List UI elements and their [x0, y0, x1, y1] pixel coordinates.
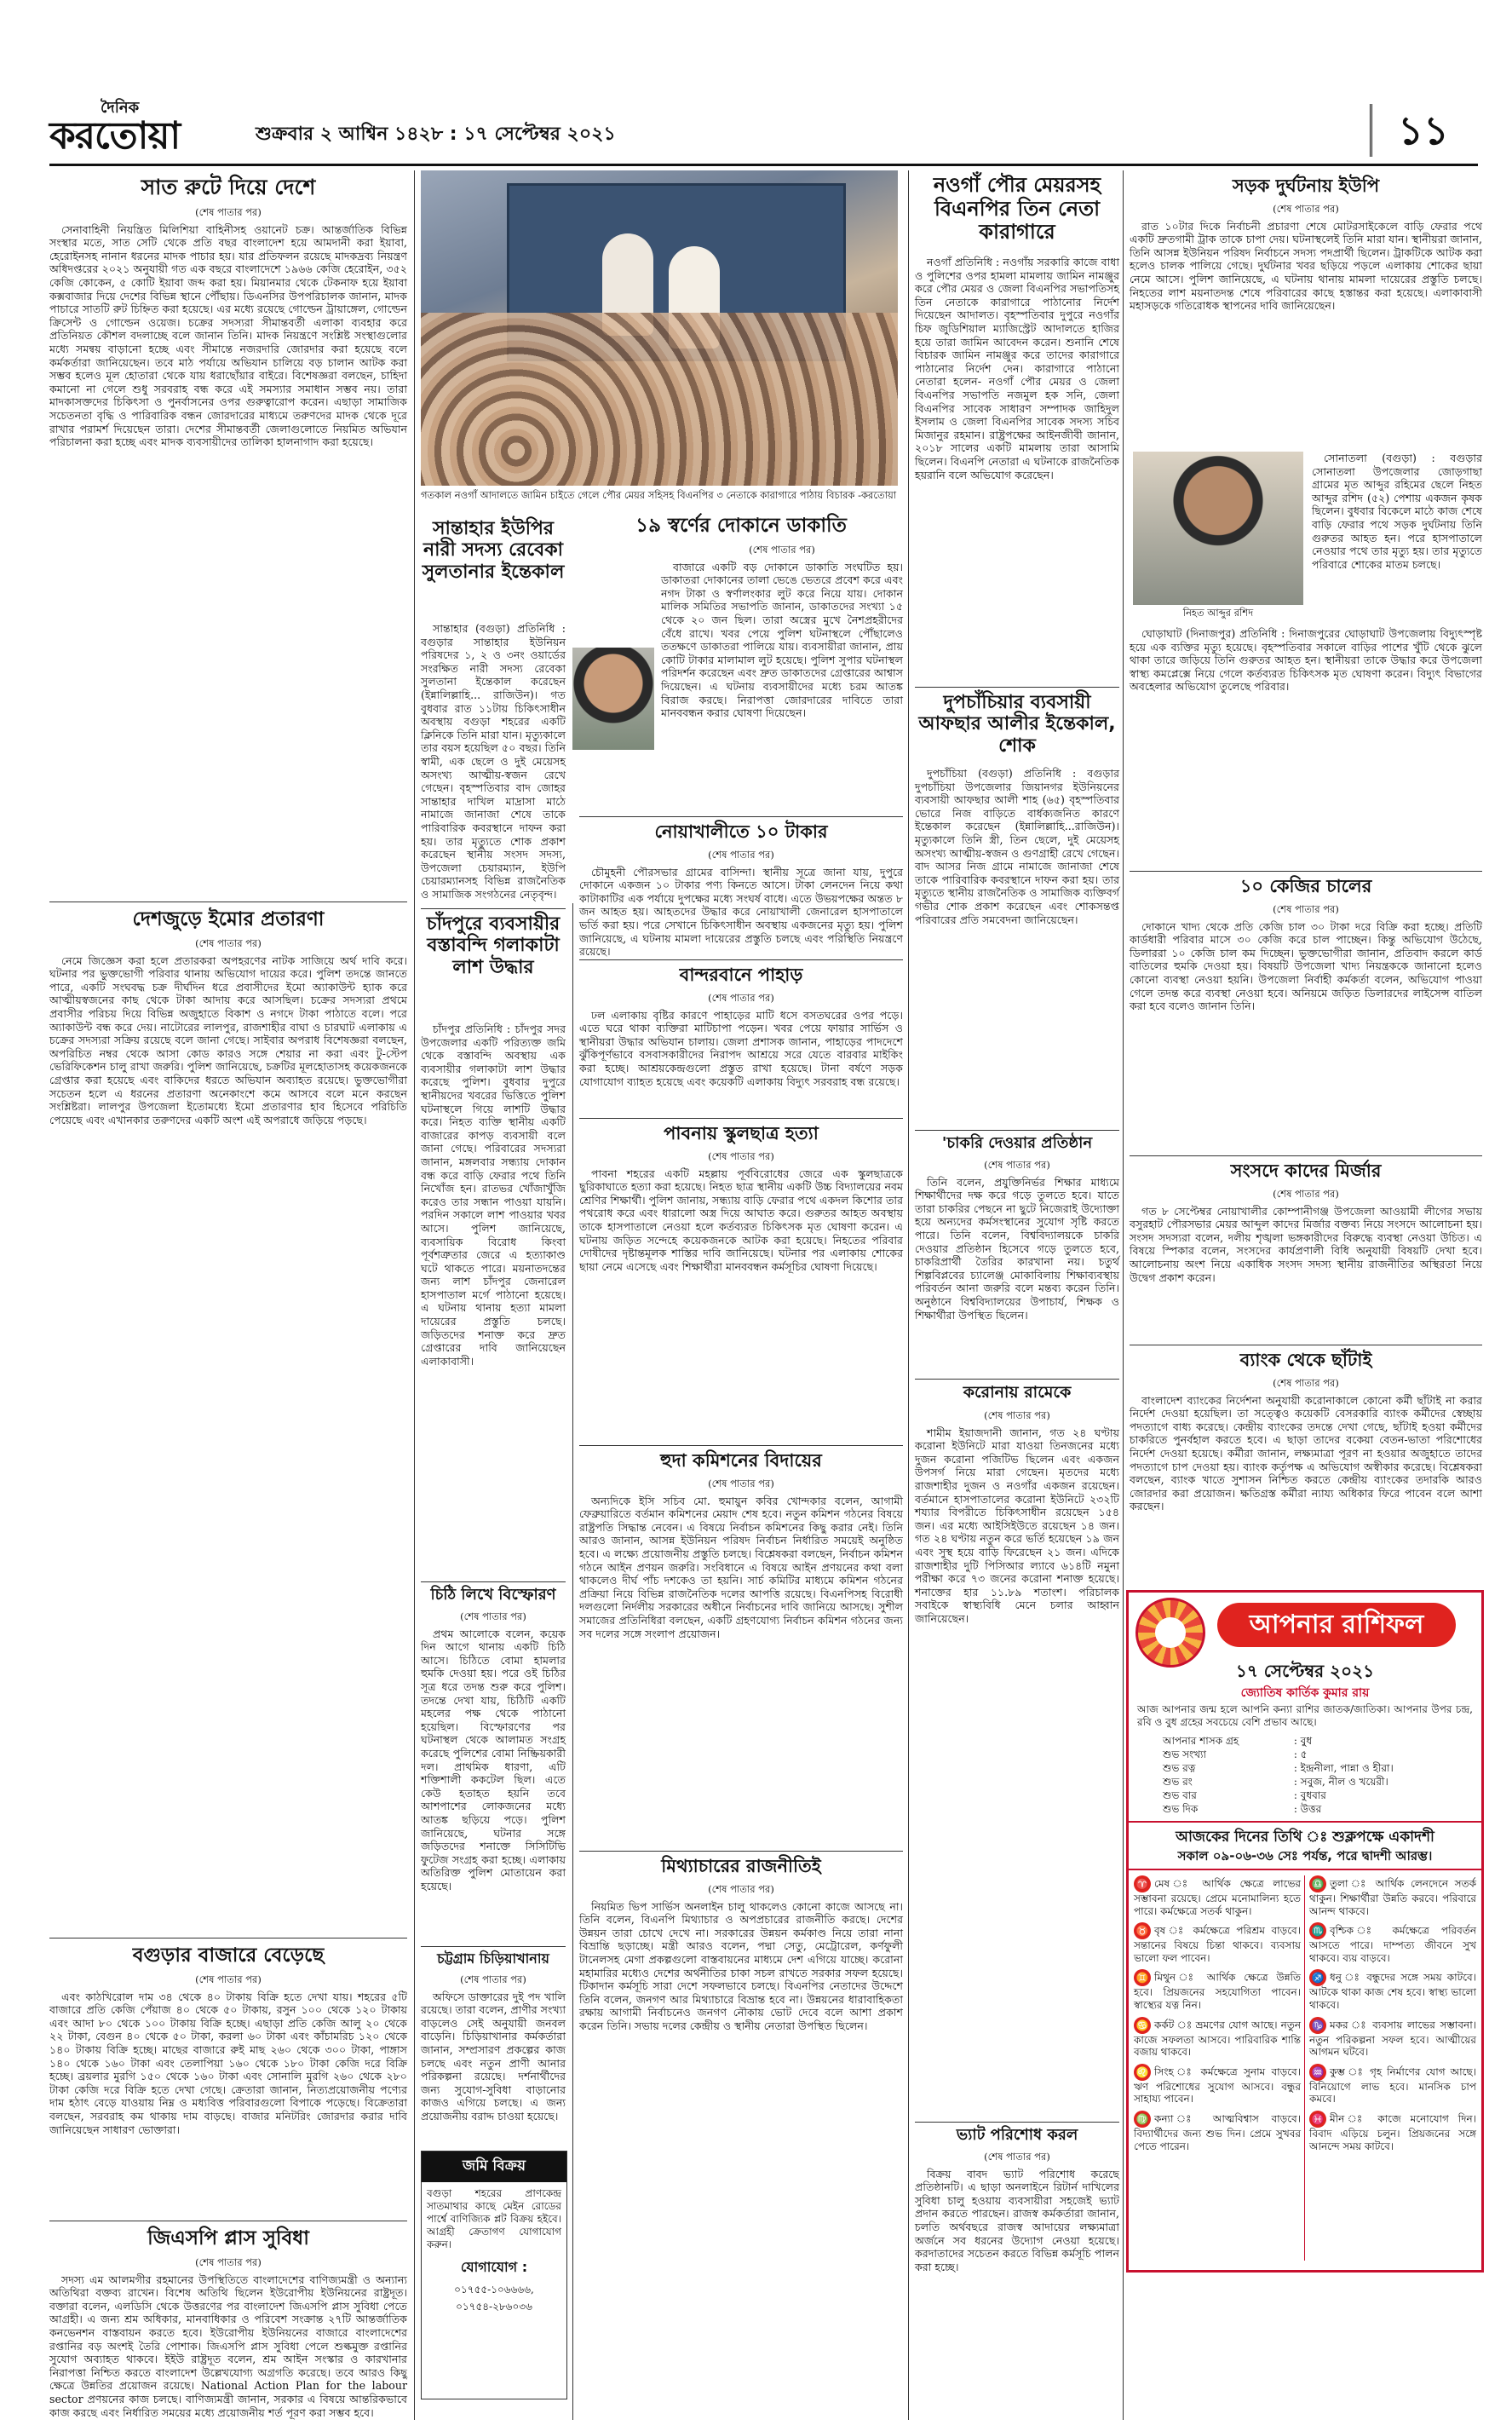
horoscope-fact-row: [1163, 1802, 1473, 1816]
headline-naogaon: নওগাঁ পৌর মেয়রসহ বিএনপির তিন নেতা কারাগারে: [933, 173, 1101, 245]
headline-bank-chhatai: ব্যাংক থেকে ছাঁটাই: [1239, 1350, 1372, 1370]
continued-label: (শেষ পাতার পর): [460, 1610, 526, 1622]
zodiac-glyph-icon: ♒: [1309, 2064, 1326, 2081]
article-saat-routes: [49, 205, 407, 895]
article-body: চাঁদপুর প্রতিনিধি : চাঁদপুর সদর উপজেলার একটি পরিত্যক্ত জমি থেকে বস্তাবন্দি অবস্থায় এক ব্যবসায়ীর গলাকাটা লাশ উদ্ধার করেছে পুলিশ। বুধবার দুপুরে স্থানীয়দের খবরের ভিত্তিতে পুলিশ ঘটনাস্থলে গিয়ে লাশটি উদ্ধার করে। নিহত ব্যক্তি স্থানীয় একটি বাজারের কাপড় ব্যবসায়ী বলে জানা গেছে। পরিবারের সদস্যরা জানান, মঙ্গলবার সন্ধ্যায় দোকান বন্ধ করে বাড়ি ফেরার পথে তিনি নিখোঁজ হন। রাতভর খোঁজাখুঁজি করেও তার সন্ধান পাওয়া যায়নি। পরদিন সকালে লাশ পাওয়ার খবর আসে। পুলিশ জানিয়েছে, ব্যবসায়িক বিরোধ কিংবা পূর্বশত্রুতার জেরে এ হত্যাকাণ্ড ঘটে থাকতে পারে। ময়নাতদন্তের জন্য লাশ চাঁদপুর জেনারেল হাসপাতাল মর্গে পাঠানো হয়েছে। এ ঘটনায় থানায় হত্যা মামলা দায়েরের প্রস্তুতি চলছে। জড়িতদের শনাক্ত করে দ্রুত গ্রেপ্তারের দাবি জানিয়েছেন এলাকাবাসী।: [421, 1023, 566, 1368]
headline-chakri: 'চাকরি দেওয়ার প্রতিষ্ঠান: [941, 1134, 1093, 1152]
article-body: সেনাবাহিনী নিয়ন্ত্রিত মিলিশিয়া বাহিনীসহ ওয়ানেট চক্র। আন্তর্জাতিক বিভিন্ন সংস্থার মতে, সাত সেটি থেকে প্রতি বছর বাংলাদেশ হয়ে আমদানী করা ইয়াবা, হেরোইনসহ নানান ধরনের মাদক পাচার হয়। যার প্রতিফলন রয়েছে মাদকদ্রব্য নিয়ন্ত্রণ অধিদপ্তরের ২০২১ অনুযায়ী গত এক বছরে বাংলাদেশে ১৯৬৬ কেজি হেরোইন, ৩৫২ কেজি কোকেন, ৫ কোটি ইয়াবা জব্দ করা হয়। মিয়ানমার থেকে টেকনাফ হয়ে ইয়াবা কক্সবাজার দিয়ে দেশের বিভিন্ন স্থানে পৌঁছায়। ডিএনসির উপপরিচালক জানান, মাদক পাচারে সাতটি রুট চিহ্নিত করা হয়েছে। এর মধ্যে রয়েছে গোল্ডেন ট্রায়াঙ্গেল, গোল্ডেন ক্রিসেন্ট ও গোল্ডেন ওয়েজ। চক্রের সদস্যরা সীমান্তবর্তী এলাকা ব্যবহার করে প্রতিনিয়ত কৌশল বদলাচ্ছে বলে জানান তিনি। মাদক নিয়ন্ত্রণে সংশ্লিষ্ট সংস্থাগুলোর মধ্যে সমন্বয় বাড়ানো হচ্ছে এবং সীমান্তে নজরদারি জোরদার করা হয়েছে বলে কর্মকর্তারা জানিয়েছেন। তবে মাঠ পর্যায়ে অভিযান চালিয়ে বড় চালান আটক করা সম্ভব হলেও মূল হোতারা থেকে যায় ধরাছোঁয়ার বাইরে। বিশেষজ্ঞরা বলছেন, চাহিদা কমানো না গেলে শুধু সরবরাহ বন্ধ করে এই সমস্যার সমাধান সম্ভব নয়। তারা মাদকাসক্তদের চিকিৎসা ও পুনর্বাসনের ওপর গুরুত্বারোপ করেন। এছাড়া সামাজিক সচেতনতা বৃদ্ধি ও পারিবারিক বন্ধন জোরদারের মাধ্যমে তরুণদের মাদক থেকে দূরে রাখার পরামর্শ দিয়েছেন তারা। দেশের সীমান্তবর্তী জেলাগুলোতে নিয়মিত অভিযান পরিচালনা করা হচ্ছে এবং মাদক ব্যবসায়ীদের তালিকা হালনাগাদ করা হয়েছে।: [49, 222, 407, 449]
article-santahar: [421, 622, 566, 903]
zodiac-glyph-icon: ♉: [1134, 1922, 1151, 1939]
zodiac-text: সিংহ ঃ কর্মক্ষেত্রে সুনাম বাড়বে। ঋণ পরিশোধের সুযোগ আসবে। বন্ধুর সাহায্য পাবেন।: [1134, 2065, 1301, 2106]
horoscope-header: [1129, 1593, 1481, 1661]
fact-separator: :: [1291, 1735, 1301, 1747]
continued-label: (শেষ পাতার পর): [1273, 1377, 1339, 1389]
article-pabna: [579, 1149, 903, 1438]
headline-santahar: সান্তাহার ইউপির নারী সদস্য রেবেকা সুলতানার ইন্তেকাল: [422, 518, 565, 583]
classified-contact: ০১৭৫৫-১০৬৬৬৬, ০১৭৫৪-২৮৬০৩৬: [454, 2284, 534, 2313]
continued-label: (শেষ পাতার পর): [1273, 1188, 1339, 1200]
continued-label: (শেষ পাতার পর): [195, 937, 262, 949]
zodiac-text: বৃষ ঃ কর্মক্ষেত্রে পরিশ্রম বাড়বে। সন্তানের বিষয়ে চিন্তা থাকবে। ব্যবসায় ভালো ফল পাবেন।: [1134, 1924, 1301, 1964]
article-bandarban: [579, 990, 903, 1109]
zodiac-text: কন্যা ঃ আত্মবিশ্বাস বাড়বে। বিদ্যার্থীদের জন্য শুভ দিন। প্রেমে সুখবর পেতে পারেন।: [1134, 2112, 1301, 2152]
continued-label: (শেষ পাতার পর): [749, 544, 815, 556]
divider: [579, 816, 903, 817]
article-ten-kg-rice: [1130, 902, 1482, 1149]
zodiac-text: মকর ঃ ব্যবসায় লাভের সম্ভাবনা। নতুন পরিকল্পনা সফল হবে। আত্মীয়ের আগমন ঘটবে।: [1309, 2019, 1476, 2059]
horoscope-date: ১৭ সেপ্টেম্বর ২০২১: [1235, 1661, 1375, 1681]
portrait-caption: নিহত আব্দুর রশিদ: [1182, 607, 1254, 619]
zodiac-text: কুম্ভ ঃ গৃহ নির্মাণের যোগ আছে। বিনিয়োগে লাভ হবে। মানসিক চাপ কমবে।: [1309, 2065, 1476, 2106]
article-body: দুপচাঁচিয়া (বগুড়া) প্রতিনিধি : বগুড়ার দুপচাঁচিয়া উপজেলার জিয়ানগর ইউনিয়নের ব্যবসায়ী আফছার আলী শাহ (৬৫) বৃহস্পতিবার ভোরে নিজ বাড়িতে বার্ধক্যজনিত কারণে ইন্তেকাল করেছেন (ইন্নালিল্লাহি...রাজিউন)। মৃত্যুকালে তিনি স্ত্রী, তিন ছেলে, দুই মেয়েসহ অসংখ্য আত্মীয়-স্বজন ও গুণগ্রাহী রেখে গেছেন। বাদ আসর নিজ গ্রামে নামাজে জানাজা শেষে তাকে পারিবারিক কবরস্থানে দাফন করা হয়। তার মৃত্যুতে স্থানীয় রাজনৈতিক ও সামাজিক ব্যক্তিবর্গ গভীর শোক প্রকাশ করেছেন এবং শোকসন্তপ্ত পরিবারের প্রতি সমবেদনা জানিয়েছেন।: [915, 767, 1119, 926]
zodiac-sign-entry: [1134, 1875, 1301, 1917]
divider: [579, 1118, 903, 1119]
article-body: নেমে জিজ্ঞেস করা হলে প্রতারকরা অপহরণের নাটক সাজিয়ে অর্থ দাবি করে। ঘটনার পর ভুক্তভোগী পরিবার থানায় অভিযোগ দায়ের করে। পুলিশ তদন্তে জানতে পারে, একটি সংঘবদ্ধ চক্র দীর্ঘদিন ধরে প্রবাসীদের ইমো অ্যাকাউন্ট হ্যাক করে আত্মীয়স্বজনের কাছ থেকে টাকা আদায় করে আসছিল। চক্রের সদস্যরা প্রথমে প্রবাসীর পরিচয় দিয়ে বিভিন্ন অজুহাতে বিকাশ ও নগদে টাকা পাঠাতে বলে। পরে অ্যাকাউন্ট বন্ধ করে দেয়। নাটোরের লালপুর, রাজশাহীর বাঘা ও চারঘাট এলাকায় এ চক্রের সদস্যরা সক্রিয় রয়েছে বলে জানা গেছে। সাইবার অপরাধ বিশেষজ্ঞরা বলছেন, অপরিচিত নম্বর থেকে আসা কোড কারও সঙ্গে শেয়ার না করা এবং টু-স্টেপ ভেরিফিকেশন চালু রাখা জরুরি। পুলিশ জানিয়েছে, চক্রটির মূলহোতাসহ কয়েকজনকে গ্রেপ্তার করা হয়েছে এবং বাকিদের ধরতে অভিযান অব্যাহত রয়েছে। ভুক্তভোগীরা সচেতন হলে এ ধরনের প্রতারণা অনেকাংশে কমে আসবে বলে মনে করছেন সংশ্লিষ্টরা। লালপুর উপজেলা ইতোমধ্যে ইমো প্রতারণার হাব হিসেবে পরিচিতি পেয়েছে এবং এখানকার তরুণদের একটি অংশ এই অপরাধে জড়িয়ে পড়ছে।: [49, 953, 407, 1126]
fact-key: শুভ রং: [1163, 1776, 1193, 1788]
headline-corona: করোনায় রামেকে: [963, 1383, 1072, 1402]
divider: [421, 1946, 566, 1947]
horoscope-facts: [1163, 1734, 1473, 1816]
article-body: অন্যদিকে ইসি সচিব মো. হুমায়ুন কবির খোন্দকার বলেন, আগামী ফেব্রুয়ারিতে বর্তমান কমিশনের মেয়াদ শেষ হবে। নতুন কমিশন গঠনের বিষয়ে রাষ্ট্রপতি সিদ্ধান্ত নেবেন। এ বিষয়ে নির্বাচন কমিশনের কিছু করার নেই। তিনি আরও জানান, আসন্ন ইউনিয়ন পরিষদ নির্বাচন নির্ধারিত সময়েই অনুষ্ঠিত হবে। এ লক্ষ্যে প্রয়োজনীয় প্রস্তুতি চলছে। বিশ্লেষকরা বলছেন, নির্বাচন কমিশন গঠনে আইন প্রণয়ন জরুরি। সংবিধানে এ বিষয়ে আইন প্রণয়নের কথা বলা থাকলেও দীর্ঘ পাঁচ দশকেও তা হয়নি। সার্চ কমিটির মাধ্যমে কমিশন গঠনের প্রক্রিয়া নিয়ে বিভিন্ন রাজনৈতিক দলের আপত্তি রয়েছে। বিএনপিসহ বিরোধী দলগুলো নির্দলীয় সরকারের অধীনে নির্বাচনের দাবি জানিয়ে আসছে। সুশীল সমাজের প্রতিনিধিরা বলছেন, একটি গ্রহণযোগ্য নির্বাচন কমিশন গঠনের জন্য সব দলের সঙ্গে সংলাপ প্রয়োজন।: [579, 1494, 903, 1640]
article-huda: [579, 1476, 903, 1842]
article-naogaon: [915, 256, 1119, 682]
divider: [915, 2122, 1119, 2123]
fact-separator: :: [1291, 1748, 1301, 1760]
zodiac-glyph-icon: ♐: [1309, 1969, 1326, 1986]
continued-label: (শেষ পাতার পর): [708, 992, 774, 1004]
article-imo-fraud: [49, 936, 407, 1933]
fact-value: ইন্দ্রনীলা, পান্না ও হীরা।: [1300, 1762, 1394, 1774]
divider: [915, 1130, 1119, 1131]
article-gsp-plus: [49, 2255, 407, 2417]
horoscope-title: আপনার রাশিফল: [1217, 1603, 1456, 1647]
zodiac-glyph-icon: ♊: [1134, 1969, 1151, 1986]
headline-chithi: চিঠি লিখে বিস্ফোরণ: [430, 1586, 556, 1604]
column-rule: [572, 903, 573, 2420]
victim-portrait: [1133, 452, 1303, 605]
zodiac-sign-entry: [1134, 1922, 1301, 1964]
article-vat: [915, 2149, 1119, 2413]
classified-contact-label: যোগাযোগ :: [460, 2259, 528, 2275]
horoscope-fact-row: [1163, 1775, 1473, 1789]
zodiac-sign-entry: [1309, 1875, 1476, 1917]
continued-label: (শেষ পাতার পর): [708, 1883, 774, 1895]
column-rule: [1123, 170, 1124, 2420]
page-number: ১১: [1370, 104, 1475, 157]
article-body: প্রথম আলোকে বলেন, কয়েক দিন আগে থানায় একটি চিঠি আসে। চিঠিতে বোমা হামলার হুমকি দেওয়া হয়। পরে ওই চিঠির সূত্র ধরে তদন্ত শুরু করে পুলিশ। তদন্তে দেখা যায়, চিঠিটি একটি মহলের পক্ষ থেকে পাঠানো হয়েছিল। বিস্ফোরণের পর ঘটনাস্থল থেকে আলামত সংগ্রহ করেছে পুলিশের বোমা নিষ্ক্রিয়কারী দল। প্রাথমিক ধারণা, এটি শক্তিশালী ককটেল ছিল। এতে কেউ হতাহত হয়নি তবে আশপাশের লোকজনের মধ্যে আতঙ্ক ছড়িয়ে পড়ে। পুলিশ জানিয়েছে, ঘটনার সঙ্গে জড়িতদের শনাক্তে সিসিটিভি ফুটেজ সংগ্রহ করা হচ্ছে। এলাকায় অতিরিক্ত পুলিশ মোতায়েন করা হয়েছে।: [421, 1627, 566, 1892]
article-corona: [915, 1408, 1119, 2115]
column-rule: [414, 170, 415, 2420]
continued-label: (শেষ পাতার পর): [1273, 903, 1339, 915]
headline-road-upazila: সড়ক দুর্ঘটনায় ইউপি: [1232, 176, 1380, 196]
signs-right-column: [1309, 1875, 1476, 2264]
continued-label: (শেষ পাতার পর): [984, 1409, 1050, 1421]
divider: [421, 908, 566, 909]
divider: [915, 687, 1119, 688]
headline-imo-fraud: দেশজুড়ে ইমোর প্রতারণা: [132, 908, 325, 930]
header-rule: [49, 164, 1478, 166]
logo-main-text: করতোয়া: [49, 114, 181, 158]
continued-label: (শেষ পাতার পর): [708, 1150, 774, 1162]
zodiac-text: মিথুন ঃ আর্থিক ক্ষেত্রে উন্নতি হবে। প্রিয়জনের সহযোগিতা পাবেন। স্বাস্থ্যের যত্ন নিন।: [1134, 1971, 1301, 2011]
zodiac-sign-entry: [1309, 1969, 1476, 2011]
zodiac-sign-entry: [1309, 2017, 1476, 2059]
continued-label: (শেষ পাতার পর): [195, 206, 262, 218]
headline-noakhali: নোয়াখালীতে ১০ টাকার: [654, 821, 828, 842]
zodiac-glyph-icon: ♑: [1309, 2017, 1326, 2034]
article-chandpur: [421, 1023, 566, 1576]
divider: [1129, 1869, 1481, 1870]
zodiac-sign-entry: [1134, 2017, 1301, 2059]
article-chithi: [421, 1609, 566, 1941]
portrait-photo: [572, 648, 654, 750]
fact-value: ৫: [1300, 1748, 1308, 1760]
zodiac-text: ধনু ঃ বন্ধুদের সঙ্গে সময় কাটবে। আটকে থাকা কাজ শেষ হবে। স্বাস্থ্য ভালো থাকবে।: [1309, 1971, 1476, 2011]
dateline: শুক্রবার ২ আশ্বিন ১৪২৮ : ১৭ সেপ্টেম্বর ২০২১: [256, 124, 616, 145]
divider: [1130, 1155, 1482, 1156]
zodiac-text: মীন ঃ কাজে মনোযোগ দিন। বিবাদ এড়িয়ে চলুন। প্রিয়জনের সঙ্গে আনন্দে সময় কাটবে।: [1309, 2112, 1476, 2152]
continued-label: (শেষ পাতার পর): [984, 2151, 1050, 2163]
zodiac-sign-entry: [1134, 2111, 1301, 2152]
fact-key: শুভ রত্ন: [1163, 1762, 1196, 1774]
continued-label: (শেষ পাতার পর): [195, 1973, 262, 1985]
headline-zoo: চট্টগ্রাম চিড়িয়াখানায়: [437, 1950, 549, 1967]
divider: [1304, 1875, 1305, 2261]
divider: [579, 959, 903, 960]
fact-separator: :: [1291, 1789, 1301, 1801]
court-photo: [421, 170, 898, 486]
zodiac-sign-entry: [1134, 1969, 1301, 2011]
article-body: চৌমুহনী পৌরসভার গ্রামের বাসিন্দা। স্থানীয় সূত্রে জানা যায়, দুপুরে দোকানে একজন ১০ টাকার পণ্য কিনতে আসে। টাকা লেনদেন নিয়ে কথা কাটাকাটির এক পর্যায়ে দুপক্ষের মধ্যে সংঘর্ষ বাধে। এতে উভয়পক্ষের অন্তত ৮ জন আহত হয়। আহতদের উদ্ধার করে নোয়াখালী জেনারেল হাসপাতালে ভর্তি করা হয়। পরে সেখানে চিকিৎসাধীন অবস্থায় একজনের মৃত্যু হয়। পুলিশ জানিয়েছে, এ ঘটনায় মামলা দায়েরের প্রস্তুতি চলছে এবং পরিস্থিতি নিয়ন্ত্রণে রয়েছে।: [579, 865, 903, 959]
article-sangsad: [1130, 1186, 1482, 1339]
headline-gold-shop: ১৯ স্বর্ণের দোকানে ডাকাতি: [635, 515, 847, 537]
continued-label: (শেষ পাতার পর): [1273, 203, 1339, 215]
tithi-label: আজকের দিনের তিথি ঃ শুক্লপক্ষে একাদশী: [1176, 1829, 1434, 1846]
zodiac-text: তুলা ঃ আর্থিক লেনদেনে সতর্ক থাকুন। শিক্ষার্থীরা উন্নতি করবে। পরিবারে আনন্দ থাকবে।: [1309, 1877, 1476, 1917]
divider: [421, 1581, 566, 1582]
divider: [579, 1851, 903, 1852]
zodiac-text: বৃশ্চিক ঃ কর্মক্ষেত্রে পরিবর্তন আসতে পারে। দাম্পত্য জীবনে সুখ থাকবে। ব্যয় বাড়বে।: [1309, 1924, 1476, 1964]
article-body: নিয়মিত ভিপ সার্ভিস অনলাইন চালু থাকলেও কোনো কাজে আসছে না। তিনি বলেন, বিএনপি মিথ্যাচার ও অপপ্রচারের রাজনীতি করছে। দেশের উন্নয়ন তারা চোখে দেখে না। সরকারের উন্নয়ন কর্মকাণ্ড নিয়ে তারা নানা বিভ্রান্তি ছড়াচ্ছে। মন্ত্রী আরও বলেন, পদ্মা সেতু, মেট্রোরেল, কর্ণফুলী টানেলসহ মেগা প্রকল্পগুলো বাস্তবায়নের মাধ্যমে দেশ এগিয়ে যাচ্ছে। করোনা মহামারির মধ্যেও দেশের অর্থনীতির চাকা সচল রাখতে সরকার সফল হয়েছে। টিকাদান কর্মসূচি সারা দেশে সফলভাবে চলছে। বিএনপির নেতাদের উদ্দেশে তিনি বলেন, জনগণ আর মিথ্যাচারে বিভ্রান্ত হবে না। উন্নয়নের ধারাবাহিকতা রক্ষায় আগামী নির্বাচনেও জনগণ নৌকায় ভোট দেবে বলে আশা প্রকাশ করেন তিনি। সভায় দলের কেন্দ্রীয় ও স্থানীয় নেতারা উপস্থিত ছিলেন।: [579, 1899, 903, 2032]
article-body: ঘোড়াঘাট (দিনাজপুর) প্রতিনিধি : দিনাজপুরের ঘোড়াঘাট উপজেলায় বিদ্যুৎস্পৃষ্ট হয়ে এক ব্যক্তির মৃত্যু হয়েছে। বৃহস্পতিবার সকালে বাড়ির পাশের খুঁটি থেকে ঝুলে থাকা তারে জড়িয়ে তিনি গুরুতর আহত হন। স্থানীয়রা তাকে উদ্ধার করে উপজেলা স্বাস্থ্য কমপ্লেক্সে নিয়ে গেলে কর্তব্যরত চিকিৎসক মৃত ঘোষণা করেন। বিদ্যুৎ বিভাগের অবহেলার অভিযোগ তুলেছে পরিবার।: [1130, 627, 1482, 694]
zodiac-glyph-icon: ♏: [1309, 1922, 1326, 1939]
article-body: বাংলাদেশ ব্যাংকের নির্দেশনা অনুযায়ী করোনাকালে কোনো কর্মী ছাঁটাই না করার নির্দেশ দেওয়া হয়েছিল। তা সত্ত্বেও কয়েকটি বেসরকারি ব্যাংক কর্মীদের স্বেচ্ছায় পদত্যাগে বাধ্য করেছে। কেন্দ্রীয় ব্যাংকের তদন্তে দেখা গেছে, ছাঁটাই হওয়া কর্মীদের চাকরিতে পুনর্বহাল করতে হবে। এ ছাড়া তাদের বকেয়া বেতন-ভাতা পরিশোধের নির্দেশ দেওয়া হয়েছে। কর্মীরা জানান, লক্ষ্যমাত্রা পূরণ না হওয়ার অজুহাতে তাদের পদত্যাগে চাপ দেওয়া হয়। ব্যাংক কর্তৃপক্ষ এ অভিযোগ অস্বীকার করেছে। বিশ্লেষকরা বলছেন, ব্যাংক খাতে সুশাসন নিশ্চিত করতে কেন্দ্রীয় ব্যাংকের তদারকি আরও জোরদার করা প্রয়োজন। ক্ষতিগ্রস্ত কর্মীরা ন্যায্য অধিকার ফিরে পাবেন বলে আশা করছেন।: [1130, 1393, 1482, 1513]
article-body: বাজারে একটি বড় দোকানে ডাকাতি সংঘটিত হয়। ডাকাতরা দোকানের তালা ভেঙে ভেতরে প্রবেশ করে এবং নগদ টাকা ও স্বর্ণালংকার লুট করে নিয়ে যায়। দোকান মালিক সমিতির সভাপতি জানান, ডাকাতদের সংখ্যা ১৫ থেকে ২০ জন ছিল। তারা অস্ত্রের মুখে নৈশপ্রহরীদের বেঁধে রাখে। খবর পেয়ে পুলিশ ঘটনাস্থলে পৌঁছালেও ততক্ষণে ডাকাতরা পালিয়ে যায়। ব্যবসায়ীরা জানান, প্রায় কোটি টাকার মালামাল লুট হয়েছে। পুলিশ সুপার ঘটনাস্থল পরিদর্শন করেছেন এবং দ্রুত ডাকাতদের গ্রেপ্তারের আশ্বাস দিয়েছেন। এ ঘটনায় ব্যবসায়ীদের মধ্যে চরম আতঙ্ক বিরাজ করছে। নিরাপত্তা জোরদারের দাবিতে তারা মানববন্ধন করার ঘোষণা দিয়েছেন।: [661, 560, 903, 720]
zodiac-text: মেষ ঃ আর্থিক ক্ষেত্রে লাভের সম্ভাবনা রয়েছে। প্রেমে মনোমালিন্য হতে পারে। কর্মক্ষেত্রে সতর্ক থাকুন।: [1134, 1877, 1301, 1917]
headline-bogura-market: বগুড়ার বাজারে বেড়েছে: [132, 1944, 325, 1967]
fact-separator: :: [1291, 1776, 1301, 1788]
article-body: অফিসে ডাক্তারের দুই পদ খালি রয়েছে। তারা বলেন, প্রাণীর সংখ্যা বাড়লেও সেই অনুযায়ী জনবল বাড়েনি। চিড়িয়াখানার কর্মকর্তারা জানান, সম্প্রসারণ প্রকল্পের কাজ চলছে এবং নতুন প্রাণী আনার পরিকল্পনা রয়েছে। দর্শনার্থীদের জন্য সুযোগ-সুবিধা বাড়ানোর কাজও এগিয়ে চলছে। এ জন্য প্রয়োজনীয় বরাদ্দ চাওয়া হয়েছে।: [421, 1990, 566, 2123]
continued-label: (শেষ পাতার পর): [984, 1159, 1050, 1171]
fact-separator: :: [1291, 1762, 1301, 1774]
fact-key: শুভ বার: [1163, 1789, 1197, 1801]
horoscope-fact-row: [1163, 1734, 1473, 1748]
zodiac-glyph-icon: ♓: [1309, 2111, 1326, 2128]
headline-ten-kg-rice: ১০ কেজির চালের: [1239, 876, 1372, 896]
horoscope-fact-row: [1163, 1789, 1473, 1802]
headline-sangsad: সংসদে কাদের মির্জার: [1230, 1161, 1382, 1181]
horoscope-fact-row: [1163, 1761, 1473, 1775]
article-chakri: [915, 1157, 1119, 1370]
article-body: দোকানে খাদ্য থেকে প্রতি কেজি চাল ৩০ টাকা দরে বিক্রি করা হচ্ছে। প্রতিটি কার্ডধারী পরিবার মাসে ৩০ কেজি করে চাল পাচ্ছেন। কিন্তু অভিযোগ উঠেছে, ডিলাররা ১০ কেজি চাল কম দিচ্ছেন। ভুক্তভোগীরা জানান, প্রতিবাদ করলে কার্ড বাতিলের হুমকি দেওয়া হয়। বিষয়টি উপজেলা খাদ্য নিয়ন্ত্রককে জানানো হলেও কোনো ব্যবস্থা নেওয়া হয়নি। উপজেলা নির্বাহী কর্মকর্তা বলেন, অভিযোগ পাওয়া গেলে তদন্ত করে ব্যবস্থা নেওয়া হবে। অনিয়মে জড়িত ডিলারদের লাইসেন্স বাতিল করা হবে বলেও জানান তিনি।: [1130, 919, 1482, 1013]
zodiac-sign-entry: [1309, 2111, 1476, 2152]
article-body: এবং কাঠখিরোল দাম ৩৪ থেকে ৪০ টাকায় বিক্রি হতে দেখা যায়। শহরের ৫টি বাজারে প্রতি কেজি পেঁয়াজ ৪০ থেকে ৫০ টাকায়, রসুন ১০০ থেকে ১২০ টাকায় এবং আদা ৮০ থেকে ১০০ টাকায় বিক্রি হচ্ছে। এছাড়া প্রতি কেজি আলু ২০ থেকে ২২ টাকা, বেগুন ৪০ থেকে ৫০ টাকা, করলা ৬০ টাকা এবং কাঁচামরিচ ১২০ থেকে ১৪০ টাকায় বিক্রি হচ্ছে। মাছের বাজারে রুই মাছ ২৬০ থেকে ৩০০ টাকা, পাঙ্গাস ১৪০ থেকে ১৬০ টাকা এবং তেলাপিয়া ১৬০ থেকে ১৮০ টাকা কেজি দরে বিক্রি হচ্ছে। ব্রয়লার মুরগি ১৫০ থেকে ১৬০ টাকা এবং সোনালি মুরগি ২৬০ থেকে ২৮০ টাকা কেজি দরে বিক্রি হতে দেখা গেছে। ক্রেতারা জানান, নিত্যপ্রয়োজনীয় পণ্যের দাম হঠাৎ বেড়ে যাওয়ায় নিম্ন ও মধ্যবিত্ত পরিবারগুলো বিপাকে পড়েছে। বিক্রেতারা বলছেন, সরবরাহ কম থাকায় দাম বাড়ছে। বাজার মনিটরিং জোরদার করার দাবি জানিয়েছেন সাধারণ ভোক্তারা।: [49, 1990, 407, 2136]
classified-body: বগুড়া শহরের প্রাণকেন্দ্র সাতমাথার কাছে মেইন রোডের পার্শ্বে বাণিজ্যিক প্লট বিক্রয় হইবে। আগ্রহী ক্রেতাগণ যোগাযোগ করুন।: [427, 2187, 561, 2250]
article-hypocrisy: [579, 1881, 903, 2418]
classified-title: জমি বিক্রয়: [422, 2152, 566, 2182]
divider: [579, 1445, 903, 1446]
signs-left-column: [1134, 1875, 1301, 2264]
zodiac-glyph-icon: ♌: [1134, 2064, 1151, 2081]
horoscope-intro: আজ আপনার জন্ম হলে আপনি কন্যা রাশির জাতক/জাতিকা। আপনার উপর চন্দ্র, রবি ও বুধ গ্রহের সবচেয়ে বেশি প্রভাব আছে।: [1137, 1703, 1473, 1728]
zodiac-sign-entry: [1134, 2064, 1301, 2106]
zodiac-sign-entry: [1309, 2064, 1476, 2106]
headline-huda: হুদা কমিশনের বিদায়ের: [660, 1450, 822, 1471]
continued-label: (শেষ পাতার পর): [195, 2256, 262, 2268]
newspaper-logo: [49, 101, 237, 160]
horoscope-author: জ্যোতিষ কার্তিক কুমার রায়: [1240, 1686, 1370, 1700]
article-bank-chhatai: [1130, 1375, 1482, 1580]
article-zoo: [421, 1972, 566, 2142]
fact-key: শুভ দিক: [1163, 1803, 1199, 1815]
continued-label: (শেষ পাতার পর): [708, 849, 774, 861]
article-road-upazila: [1130, 201, 1482, 448]
zodiac-wheel-icon: [1135, 1598, 1205, 1668]
article-body: নওগাঁ প্রতিনিধি : নওগাঁয় সরকারি কাজে বাধা ও পুলিশের ওপর হামলা মামলায় জামিন নামঞ্জুর করে পৌর মেয়র ও জেলা বিএনপির সভাপতিসহ তিন নেতাকে কারাগারে পাঠানোর নির্দেশ দিয়েছেন আদালত। বৃহস্পতিবার দুপুরে নওগাঁর চিফ জুডিশিয়াল ম্যাজিস্ট্রেট আদালতে হাজির হয়ে তারা জামিন আবেদন করেন। শুনানি শেষে বিচারক জামিন নামঞ্জুর করে তাদের কারাগারে পাঠানোর নির্দেশ দেন। কারাগারে পাঠানো নেতারা হলেন- নওগাঁ পৌর মেয়র ও জেলা বিএনপির সভাপতি নজমুল হক সনি, জেলা বিএনপির সাবেক সাধারণ সম্পাদক জাহিদুল ইসলাম ও জেলা বিএনপির সাবেক সদস্য সচিব মিজানুর রহমান। রাষ্ট্রপক্ষের আইনজীবী জানান, ২০১৮ সালের একটি মামলায় তারা আসামি ছিলেন। বিএনপি নেতারা এ ঘটনাকে রাজনৈতিক হয়রানি বলে অভিযোগ করেছেন।: [915, 256, 1119, 481]
article-body: গত ৮ সেপ্টেম্বর নোয়াখালীর কোম্পানীগঞ্জ উপজেলা আওয়ামী লীগের সভায় বসুরহাট পৌরসভার মেয়র আব্দুল কাদের মির্জার বক্তব্য নিয়ে সংসদে আলোচনা হয়। সংসদ সদস্যরা বলেন, দলীয় শৃঙ্খলা ভঙ্গকারীদের বিরুদ্ধে ব্যবস্থা নেওয়া উচিত। এ বিষয়ে স্পিকার বলেন, সংসদের কার্যপ্রণালী বিধি অনুযায়ী বিষয়টি দেখা হবে। আলোচনায় অংশ নিয়ে একাধিক সংসদ সদস্য স্থানীয় রাজনীতির অস্থিরতা নিয়ে উদ্বেগ প্রকাশ করেন।: [1130, 1204, 1482, 1284]
article-gold-shop: [661, 542, 903, 746]
divider: [1129, 1821, 1481, 1823]
headline-gsp-plus: জিএসপি প্লাস সুবিধা: [147, 2227, 309, 2250]
horoscope-fact-row: [1163, 1748, 1473, 1761]
article-body: সোনাতলা (বগুড়া) : বগুড়ার সোনাতলা উপজেলার জোড়গাছা গ্রামের মৃত আব্দুর রহিমের ছেলে নিহত আব্দুর রশিদ (৫২) পেশায় একজন কৃষক ছিলেন। বুধবার বিকেলে মাঠে কাজ শেষে বাড়ি ফেরার পথে সড়ক দুর্ঘটনায় তিনি গুরুতর আহত হন। পরে হাসপাতালে নেওয়ার পথে তার মৃত্যু হয়। তার মৃত্যুতে পরিবারে শোকের মাতম চলছে।: [1312, 452, 1482, 571]
article-ghoraghat: [1130, 627, 1482, 866]
article-body: ঢল এলাকায় বৃষ্টির কারণে পাহাড়ের মাটি ধসে বসতঘরের ওপর পড়ে। এতে ঘরে থাকা ব্যক্তিরা মাটিচাপা পড়েন। খবর পেয়ে ফায়ার সার্ভিস ও স্থানীয়রা উদ্ধার অভিযান চালায়। জেলা প্রশাসক জানান, পাহাড়ের পাদদেশে ঝুঁকিপূর্ণভাবে বসবাসকারীদের নিরাপদ আশ্রয়ে সরে যেতে বারবার মাইকিং করা হচ্ছে। আশ্রয়কেন্দ্রগুলো প্রস্তুত রাখা হয়েছে। টানা বর্ষণে সড়ক যোগাযোগ ব্যাহত হয়েছে এবং কয়েকটি এলাকায় বিদ্যুৎ সরবরাহ বন্ধ রয়েছে।: [579, 1008, 903, 1088]
headline-saat-routes: সাত রুটে দিয়ে দেশে: [141, 175, 316, 199]
headline-pabna: পাবনায় স্কুলছাত্র হত্যা: [664, 1123, 819, 1143]
fact-value: বুধ: [1300, 1735, 1313, 1747]
continued-label: (শেষ পাতার পর): [708, 1478, 774, 1489]
article-body: সদস্য এম আলমগীর রহমানের উপস্থিতিতে বাংলাদেশের বাণিজ্যমন্ত্রী ও অন্যান্য অতিথিরা বক্তব্য রাখেন। বিশেষ অতিথি ছিলেন ইউরোপীয় ইউনিয়নের রাষ্ট্রদূত। বক্তারা বলেন, এলডিসি থেকে উত্তরণের পর বাংলাদেশ জিএসপি প্লাস সুবিধা পেতে আগ্রহী। এ জন্য শ্রম অধিকার, মানবাধিকার ও পরিবেশ সংক্রান্ত ২৭টি আন্তর্জাতিক কনভেনশন বাস্তবায়ন করতে হবে। ইউরোপীয় ইউনিয়নের বাজারে বাংলাদেশের রপ্তানির বড় অংশই তৈরি পোশাক। জিএসপি প্লাস সুবিধা পেলে শুল্কমুক্ত রপ্তানির সুযোগ অব্যাহত থাকবে। ইইউ রাষ্ট্রদূত বলেন, শ্রম আইন সংস্কার ও কারখানার নিরাপত্তা নিশ্চিত করতে বাংলাদেশ উল্লেখযোগ্য অগ্রগতি করেছে। তবে আরও কিছু ক্ষেত্রে উন্নতির প্রয়োজন রয়েছে। National Action Plan for the labour sector প্রণয়নের কাজ চলছে। বাণিজ্যমন্ত্রী জানান, সরকার এ বিষয়ে আন্তরিকভাবে কাজ করছে এবং নির্ধারিত সময়ের মধ্যে প্রয়োজনীয় শর্ত পূরণ করা সম্ভব হবে।: [49, 2273, 407, 2419]
horoscope-box: [1126, 1590, 1484, 2273]
zodiac-glyph-icon: ♍: [1134, 2111, 1151, 2128]
continued-label: (শেষ পাতার পর): [460, 1973, 526, 1985]
zodiac-glyph-icon: ♎: [1309, 1875, 1326, 1892]
photo-caption: গতকাল নওগাঁ আদালতে জামিন চাইতে গেলে পৌর মেয়র সহিসহ বিএনপির ৩ নেতাকে কারাগারে পাঠায় বিচারক -করতোয়া: [421, 489, 897, 501]
headline-hypocrisy: মিথ্যাচারের রাজনীতিই: [661, 1856, 821, 1876]
logo-small-text: দৈনিক: [101, 99, 140, 117]
classified-ad: [421, 2151, 567, 2399]
headline-dupchanchia: দুপচাঁচিয়ার ব্যবসায়ী আফছার আলীর ইন্তেকাল, শোক: [918, 692, 1116, 757]
article-body: সান্তাহার (বগুড়া) প্রতিনিধি : বগুড়ার সান্তাহার ইউনিয়ন পরিষদের ১, ২ ও ৩নং ওয়ার্ডের সংরক্ষিত নারী সদস্য রেবেকা সুলতানা ইন্তেকাল করেছেন (ইন্নালিল্লাহি... রাজিউন)। গত বুধবার রাত ১১টায় চিকিৎসাধীন অবস্থায় বগুড়া শহরের একটি ক্লিনিকে তিনি মারা যান। মৃত্যুকালে তার বয়স হয়েছিল ৫০ বছর। তিনি স্বামী, এক ছেলে ও দুই মেয়েসহ অসংখ্য আত্মীয়-স্বজন রেখে গেছেন। বৃহস্পতিবার বাদ জোহর সান্তাহার দাখিল মাদ্রাসা মাঠে নামাজে জানাজা শেষে তাকে পারিবারিক কবরস্থানে দাফন করা হয়। তার মৃত্যুতে শোক প্রকাশ করেছেন স্থানীয় সংসদ সদস্য, উপজেলা চেয়ারম্যান, ইউপি চেয়ারম্যানসহ বিভিন্ন রাজনৈতিক ও সামাজিক সংগঠনের নেতৃবৃন্দ।: [421, 622, 566, 901]
zodiac-glyph-icon: ♈: [1134, 1875, 1151, 1892]
article-body: বিক্রয় বাবদ ভ্যাট পরিশোধ করেছে প্রতিষ্ঠানটি। এ ছাড়া অনলাইনে রিটার্ন দাখিলের সুবিধা চালু হওয়ায় ব্যবসায়ীরা সহজেই ভ্যাট প্রদান করতে পারছেন। রাজস্ব কর্মকর্তারা জানান, চলতি অর্থবছরে রাজস্ব আদায়ের লক্ষ্যমাত্রা অর্জনে সব ধরনের উদ্যোগ নেওয়া হয়েছে। করদাতাদের সচেতন করতে বিভিন্ন কর্মসূচি পালন করা হচ্ছে।: [915, 2167, 1119, 2273]
zodiac-text: কর্কট ঃ ভ্রমণের যোগ আছে। নতুন কাজে সফলতা আসবে। পারিবারিক শান্তি বজায় থাকবে।: [1134, 2019, 1301, 2059]
fact-separator: :: [1291, 1803, 1301, 1815]
article-body: পাবনা শহরের একটি মহল্লায় পূর্ববিরোধের জেরে এক স্কুলছাত্রকে ছুরিকাঘাতে হত্যা করা হয়েছে। নিহত ছাত্র স্থানীয় একটি উচ্চ বিদ্যালয়ের নবম শ্রেণির শিক্ষার্থী। পুলিশ জানায়, সন্ধ্যায় বাড়ি ফেরার পথে একদল কিশোর তার পথরোধ করে এবং ধারালো অস্ত্র দিয়ে আঘাত করে। গুরুতর আহত অবস্থায় তাকে হাসপাতালে নেওয়া হলে কর্তব্যরত চিকিৎসক মৃত ঘোষণা করেন। এ ঘটনায় জড়িত সন্দেহে কয়েকজনকে আটক করা হয়েছে। নিহতের পরিবার দোষীদের দৃষ্টান্তমূলক শাস্তির দাবি জানিয়েছে। ঘটনার পর এলাকায় শোকের ছায়া নেমে এসেছে এবং শিক্ষার্থীরা মানববন্ধন কর্মসূচির ঘোষণা দিয়েছে।: [579, 1167, 903, 1273]
headline-bandarban: বান্দরবানে পাহাড়: [679, 965, 803, 985]
article-noakhali: [579, 847, 903, 959]
article-dupchanchia: [915, 767, 1119, 1125]
fact-key: শুভ সংখ্যা: [1163, 1748, 1207, 1760]
divider: [915, 1379, 1119, 1380]
article-body: রাত ১০টার দিকে নির্বাচনী প্রচারণা শেষে মোটরসাইকেলে বাড়ি ফেরার পথে একটি দ্রুতগামী ট্রাক তাকে চাপা দেয়। ঘটনাস্থলেই তিনি মারা যান। স্থানীয়রা জানান, তিনি আসন্ন ইউনিয়ন পরিষদ নির্বাচনে সদস্য পদপ্রার্থী ছিলেন। ট্রাকটিকে আটক করা হলেও চালক পালিয়ে গেছে। দুর্ঘটনার খবর ছড়িয়ে পড়লে এলাকায় শোকের ছায়া নেমে আসে। পুলিশ জানিয়েছে, এ ঘটনায় থানায় মামলা দায়েরের প্রস্তুতি চলছে। নিহতের লাশ ময়নাতদন্ত শেষে পরিবারের কাছে হস্তান্তর করা হয়েছে। এলাকাবাসী মহাসড়কে গতিরোধক স্থাপনের দাবি জানিয়েছেন।: [1130, 219, 1482, 313]
divider: [1130, 871, 1482, 872]
article-body: তিনি বলেন, প্রযুক্তিনির্ভর শিক্ষার মাধ্যমে শিক্ষার্থীদের দক্ষ করে গড়ে তুলতে হবে। যাতে তারা চাকরির পেছনে না ছুটে নিজেরাই উদ্যোক্তা হয়ে অন্যদের কর্মসংস্থানের সুযোগ সৃষ্টি করতে পারে। তিনি বলেন, বিশ্ববিদ্যালয়কে চাকরি দেওয়ার প্রতিষ্ঠান হিসেবে গড়ে তুলতে হবে, চাকরিপ্রার্থী তৈরির কারখানা নয়। চতুর্থ শিল্পবিপ্লবের চ্যালেঞ্জ মোকাবিলায় শিক্ষাব্যবস্থায় পরিবর্তন আনা জরুরি বলে মন্তব্য করেন তিনি। অনুষ্ঠানে বিশ্ববিদ্যালয়ের উপাচার্য, শিক্ষক ও শিক্ষার্থীরা উপস্থিত ছিলেন।: [915, 1175, 1119, 1322]
headline-vat: ভ্যাট পরিশোধ করল: [956, 2126, 1078, 2144]
article-sonatola: [1312, 452, 1482, 605]
article-body: শামীম ইয়াজদানী জানান, গত ২৪ ঘণ্টায় করোনা ইউনিটে মারা যাওয়া তিনজনের মধ্যে দুজন করোনা পজিটিভ ছিলেন এবং একজন উপসর্গ নিয়ে মারা গেছেন। মৃতদের মধ্যে রাজশাহীর দুজন ও নওগাঁর একজন রয়েছেন। বর্তমানে হাসপাতালের করোনা ইউনিটে ২৩২টি শয্যার বিপরীতে চিকিৎসাধীন রয়েছেন ১৫৪ জন। এর মধ্যে আইসিইউতে রয়েছেন ১৪ জন। গত ২৪ ঘণ্টায় নতুন করে ভর্তি হয়েছেন ১৯ জন এবং সুস্থ হয়ে বাড়ি ফিরেছেন ২১ জন। এদিকে রাজশাহীর দুটি পিসিআর ল্যাবে ৬১৪টি নমুনা পরীক্ষা করে ৭৩ জনের করোনা শনাক্ত হয়েছে। শনাক্তের হার ১১.৮৯ শতাংশ। পরিচালক সবাইকে স্বাস্থ্যবিধি মেনে চলার আহ্বান জানিয়েছেন।: [915, 1426, 1119, 1625]
headline-chandpur: চাঁদপুরে ব্যবসায়ীর বস্তাবন্দি গলাকাটা লাশ উদ্ধার: [426, 913, 561, 978]
fact-value: বুধবার: [1300, 1789, 1326, 1801]
fact-key: আপনার শাসক গ্রহ: [1163, 1735, 1239, 1747]
zodiac-sign-entry: [1309, 1922, 1476, 1964]
fact-value: উত্তর: [1300, 1803, 1322, 1815]
tithi-time: সকাল ০৯-০৬-৩৬ সেঃ পর্যন্ত, পরে দ্বাদশী আরম্ভ।: [1177, 1848, 1433, 1864]
zodiac-glyph-icon: ♋: [1134, 2017, 1151, 2034]
article-bogura-market: [49, 1972, 407, 2215]
fact-value: সবুজ, নীল ও খয়েরী।: [1300, 1776, 1388, 1788]
column-rule: [908, 170, 909, 2420]
